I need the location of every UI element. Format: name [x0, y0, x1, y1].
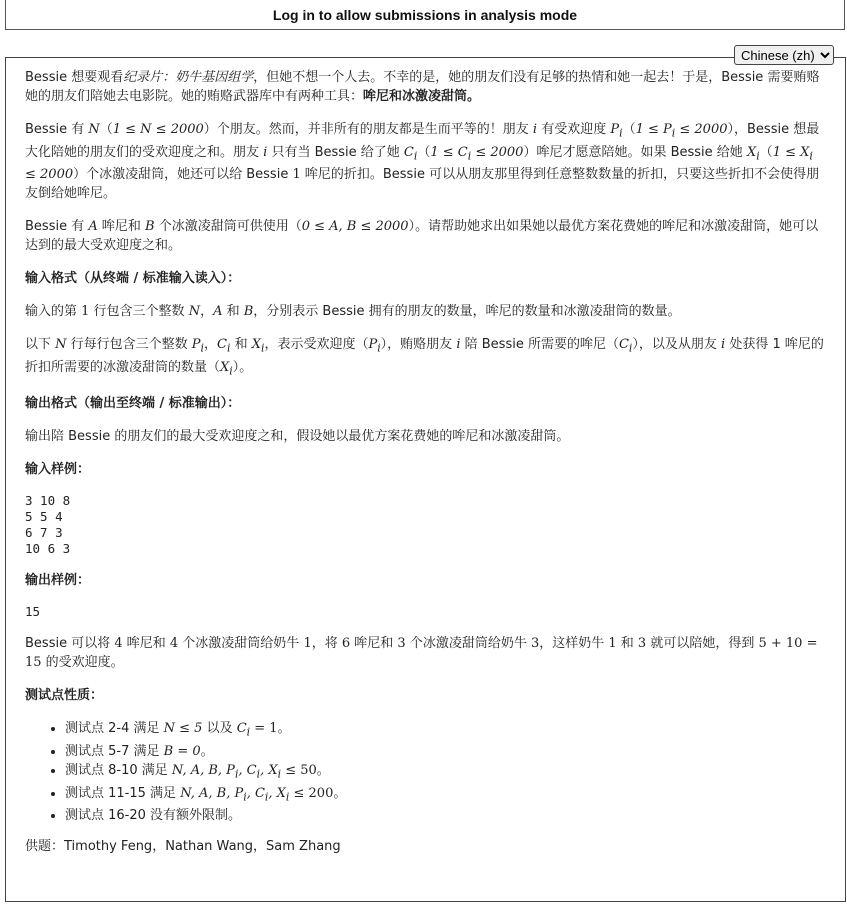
math-C: , C	[238, 762, 257, 778]
math-C: , C	[246, 785, 265, 801]
text: 测试点 8-10 满足	[65, 762, 172, 778]
math-number: 4	[114, 636, 123, 652]
math-C: C	[236, 721, 247, 737]
math-condition-end: = 1。	[250, 721, 291, 737]
text: 测试点 16-20 没有额外限制。	[65, 808, 242, 824]
math-i: i	[532, 122, 538, 137]
text: 处获得 1 哞尼的折扣所需要的冰激凌甜筒的数量（	[25, 337, 824, 375]
problem-content	[25, 68, 825, 870]
text: （	[759, 144, 773, 160]
math-C: C	[217, 337, 227, 353]
math-constraint-P: 1 ≤ P	[635, 122, 672, 137]
text: ，这样奶牛	[539, 636, 609, 652]
math-condition-end: ≤ 200。	[289, 785, 347, 801]
text: ，将	[311, 636, 342, 652]
math-one: 1	[292, 167, 301, 183]
login-banner[interactable]	[5, 0, 845, 30]
text: （	[622, 122, 636, 137]
math-one: 1	[81, 304, 90, 320]
text: 和	[616, 636, 638, 652]
math-equation: 5 + 10 = 15	[25, 636, 818, 671]
intro-text-2: ，但她不想一个人去。不幸的是，她的朋友们没有足够的热情和她一起去！于是，Bessie 需要贿赂她的朋友们陪她去电影院。她的贿赂武器库中有两种工具：	[25, 70, 820, 104]
math-number: 3	[637, 636, 647, 652]
test-case-item	[65, 806, 825, 825]
text: 测试点 5-7 满足	[65, 743, 164, 759]
text: ）个冰激凌甜筒，她还可以给 Bessie	[73, 167, 293, 183]
math-number: 6	[341, 636, 351, 652]
sample-explanation	[25, 634, 825, 672]
text: 个冰激凌甜筒给奶牛	[405, 636, 531, 652]
math-condition: B = 0	[163, 743, 201, 759]
test-cases-heading: 测试点性质：	[25, 688, 104, 704]
math-A: A	[88, 219, 98, 235]
text: Bessie 有	[25, 122, 89, 137]
math-condition: N, A, B, P	[171, 762, 235, 778]
text: 以下	[25, 337, 56, 353]
intro-text-1: Bessie 想要观看	[25, 70, 124, 85]
text: ，表示受欢迎度（	[264, 337, 369, 353]
test-cases-list	[25, 719, 825, 825]
text: ）哞尼才愿意陪她。如果 Bessie 给她	[523, 144, 747, 160]
text: ，分别表示 Bessie 拥有的朋友的数量，哞尼的数量和冰激凌甜筒的数量。	[253, 304, 681, 320]
math-C: C	[403, 144, 414, 160]
math-C: C	[618, 337, 629, 353]
text: 个冰激凌甜筒给奶牛	[178, 636, 304, 652]
text: 就可以陪她，得到	[646, 636, 759, 652]
math-N: N	[55, 337, 67, 353]
math-condition: N ≤ 5	[163, 721, 203, 737]
math-B: B	[243, 304, 254, 320]
input-format-heading: 输入格式（从终端 / 标准输入读入）：	[25, 271, 241, 287]
resources-paragraph	[25, 217, 825, 255]
math-X: X	[746, 144, 757, 160]
problem-credits: 供题：Timothy Feng，Nathan Wang，Sam Zhang	[25, 839, 341, 855]
login-banner-text[interactable]: Log in to allow submissions in analysis mode	[272, 6, 578, 23]
sample-output-heading: 输出样例：	[25, 573, 91, 589]
math-number: 4	[169, 636, 179, 652]
language-select[interactable]	[734, 45, 834, 65]
math-X: , X	[268, 785, 286, 801]
text: ），以及从朋友	[632, 337, 722, 353]
math-condition-end: ≤ 50。	[281, 762, 330, 778]
documentary-title: 纪录片：奶牛基因组学	[123, 70, 254, 85]
intro-paragraph	[25, 68, 825, 106]
text: 输入的第	[25, 304, 82, 320]
text: Bessie 可以将	[25, 636, 115, 652]
friends-paragraph: Bessie 有 N（1 ≤ N ≤ 2000）个朋友。然而，并非所有的朋友都是生而平等的！朋友 i 有受欢迎度 $P_i(1 \le P_i \le 2000)$，Bessie 想最大化陪她的朋友们的受欢迎度之和。朋友 i 只有当 Bessie 给了她 $C_i(1 \le C_i \le 2000)$哞尼才愿意陪她。如果 Bessie 给她 $X_i(1 \le X_i \le 2000)$个冰激凌甜筒，她还可以给 Bessie 1 哞尼的折扣。Bessie 可以从朋友那里得到任意整数数量的折扣，只要这些折扣不会使得朋友倒给她哞尼。	[25, 122, 820, 202]
math-condition: N, A, B, P	[180, 785, 244, 801]
text: 行每行包含三个整数	[66, 337, 192, 353]
text: 行包含三个整数	[89, 304, 189, 320]
output-description: 输出陪 Bessie 的朋友们的最大受欢迎度之和，假设她以最优方案花费她的哞尼和冰激凌甜筒。	[25, 429, 570, 445]
bribe-tools: 哞尼和冰激凌甜筒。	[363, 89, 481, 104]
text: ），Bessie 想最大化陪她的朋友们的受欢迎度之和。朋友	[25, 122, 820, 160]
text: 以及	[202, 721, 237, 737]
text: ）。请帮助她求出如果她以最优方案花费她的哞尼和冰激凌甜筒，她可以达到的最大受欢迎度之和。	[25, 219, 819, 254]
text: Bessie 有	[25, 219, 89, 235]
math-constraint-N: 1 ≤ N ≤ 2000	[112, 122, 204, 137]
math-N: N	[88, 122, 100, 137]
math-A: A	[213, 304, 223, 320]
text: 测试点 11-15 满足	[65, 785, 181, 801]
test-case-item	[65, 742, 825, 761]
math-number: 1	[608, 636, 617, 652]
input-lines-paragraph: 以下 N 行每行包含三个整数 $P_i$，$C_i$ 和 $X_i$，表示受欢迎度$(P_i)$，贿赂朋友 i 陪 Bessie 所需要的哞尼$(C_i)$，以及从朋友 i 处获得 1 哞尼的折扣所需要的冰激凌甜筒的数量$(X_i)$。	[25, 337, 824, 378]
text: ），贿赂朋友	[380, 337, 457, 353]
text: 哞尼和	[122, 636, 170, 652]
text: 陪 Bessie 所需要的哞尼（	[460, 337, 619, 353]
text: 个冰激凌甜筒可供使用（	[154, 219, 302, 235]
math-i: i	[456, 337, 461, 353]
text: ）个朋友。然而，并非所有的朋友都是生而平等的！朋友	[203, 122, 533, 137]
text: 哞尼和	[350, 636, 398, 652]
text: （	[99, 122, 113, 137]
text: （	[417, 144, 431, 160]
math-number: 1	[303, 636, 312, 652]
text: 哞尼的折扣。Bessie 可以从朋友那里得到任意整数数量的折扣，只要这些折扣不会使得朋友倒给她哞尼。	[25, 167, 820, 202]
math-number: 3	[530, 636, 540, 652]
text: 。	[200, 743, 214, 759]
math-constraint-AB: 0 ≤ A, B ≤ 2000	[301, 219, 409, 235]
sample-output-block: 15	[25, 604, 41, 620]
math-X: X	[220, 359, 230, 375]
math-constraint-X-end: ≤ 2000	[25, 167, 74, 183]
text: ，	[204, 337, 218, 353]
math-P: P	[191, 337, 201, 353]
math-number: 3	[397, 636, 406, 652]
text: 只有当 Bessie 给了她	[267, 144, 404, 160]
text: 和	[222, 304, 244, 320]
sample-input-heading: 输入样例：	[25, 462, 91, 478]
math-constraint-C: 1 ≤ C	[430, 144, 468, 160]
text: ）。	[232, 359, 253, 375]
math-constraint-C-end: ≤ 2000	[471, 144, 524, 160]
math-N: N	[188, 304, 201, 320]
math-i: i	[263, 144, 268, 160]
text: 有受欢迎度	[537, 122, 611, 137]
text: 的受欢迎度。	[41, 655, 124, 671]
test-case-item: • 测试点 11-15 满足 N, A, B, $P_i$, $C_i$, $X_i \le 200$。	[65, 784, 825, 807]
text: ，	[200, 304, 214, 320]
text: 哞尼和	[97, 219, 145, 235]
math-constraint-P-end: ≤ 2000	[675, 122, 728, 137]
text: 测试点 2-4 满足	[65, 721, 164, 737]
test-case-item: • 测试点 8-10 满足 N, A, B, $P_i$, $C_i$, $X_i \le 50$。	[65, 761, 825, 784]
math-P: P	[368, 337, 378, 353]
math-X: , X	[260, 762, 278, 778]
math-B: B	[145, 219, 155, 235]
input-line1-paragraph	[25, 302, 825, 321]
math-X: X	[251, 337, 261, 353]
math-i: i	[721, 337, 726, 353]
math-P: P	[610, 122, 620, 137]
sample-input-block: 3 10 8 5 5 4 6 7 3 10 6 3	[25, 493, 71, 557]
text: 和	[230, 337, 252, 353]
math-constraint-X: 1 ≤ X	[772, 144, 810, 160]
test-case-item: • 测试点 2-4 满足 N ≤ 5 以及 $C_i = 1$。	[65, 719, 825, 742]
output-format-heading: 输出格式（输出至终端 / 标准输出）：	[25, 396, 241, 412]
